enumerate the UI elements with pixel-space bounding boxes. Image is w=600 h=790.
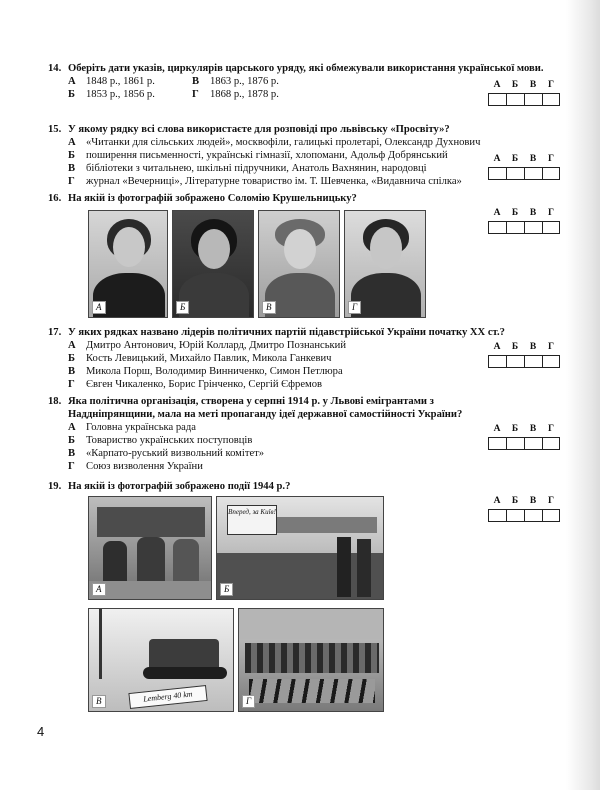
option-b[interactable]: Б Товариство українських поступовців <box>68 435 253 446</box>
question-number: 17. <box>48 327 62 338</box>
question-number: 18. <box>48 396 62 407</box>
answer-box-b[interactable] <box>506 355 524 368</box>
question-14 <box>48 62 560 101</box>
option-g[interactable]: Г 1868 р., 1878 р. <box>192 89 279 100</box>
portrait-photo-g[interactable] <box>344 210 426 318</box>
historic-photo-b[interactable] <box>216 496 384 600</box>
photo-label: Б <box>220 583 233 596</box>
answer-box-b[interactable] <box>506 509 524 522</box>
photo-label: Б <box>176 301 189 314</box>
answer-grid-18: А Б В Г <box>488 424 560 450</box>
portrait-photo-b[interactable] <box>172 210 254 318</box>
option-b[interactable]: Б 1853 р., 1856 р. <box>68 89 155 100</box>
option-g[interactable]: Г журнал «Вечерниці», Літературне товариство ім. Т. Шевченка, «Видавнича спілка» <box>68 176 462 187</box>
answer-box-a[interactable] <box>488 221 506 234</box>
answer-box-a[interactable] <box>488 437 506 450</box>
answer-box-g[interactable] <box>542 93 560 106</box>
answer-grid-15: А Б В Г <box>488 154 560 180</box>
photo-label: В <box>262 301 276 314</box>
option-v[interactable]: В бібліотеки з читальнею, шкільні підручники, Анатоль Вахнянин, народовці <box>68 163 427 174</box>
answer-box-g[interactable] <box>542 355 560 368</box>
option-a[interactable]: А Дмитро Антонович, Юрій Коллард, Дмитро Познанський <box>68 340 347 351</box>
answer-box-g[interactable] <box>542 437 560 450</box>
answer-box-v[interactable] <box>524 355 542 368</box>
portrait-photo-a[interactable] <box>88 210 168 318</box>
photo-label: Г <box>348 301 361 314</box>
page-edge-shadow <box>566 0 600 790</box>
question-16 <box>48 192 560 205</box>
page-number: 4 <box>37 724 45 739</box>
answer-box-b[interactable] <box>506 167 524 180</box>
portrait-photo-v[interactable] <box>258 210 340 318</box>
road-sign: Lemberg 40 km <box>128 685 207 709</box>
options-grid <box>68 75 560 101</box>
answer-box-a[interactable] <box>488 509 506 522</box>
answer-box-a[interactable] <box>488 167 506 180</box>
answer-box-v[interactable] <box>524 93 542 106</box>
answer-grid-19: А Б В Г <box>488 496 560 522</box>
photo-label: Г <box>242 695 255 708</box>
historic-photo-g[interactable] <box>238 608 384 712</box>
historic-photo-v[interactable] <box>88 608 234 712</box>
answer-box-b[interactable] <box>506 93 524 106</box>
option-a[interactable]: А 1848 р., 1861 р. <box>68 76 155 87</box>
answer-box-g[interactable] <box>542 167 560 180</box>
answer-box-v[interactable] <box>524 221 542 234</box>
historic-photo-a[interactable] <box>88 496 212 600</box>
answer-box-b[interactable] <box>506 221 524 234</box>
option-b[interactable]: Б Кость Левицький, Михайло Павлик, Микола Ганкевич <box>68 353 332 364</box>
question-text: У яких рядках названо лідерів політичних партій підавстрійської України початку ХХ ст.? <box>68 327 505 338</box>
answer-box-v[interactable] <box>524 167 542 180</box>
question-text: Яка політична організація, створена у серпні 1914 р. у Львові емігрантами з Наддніпрянщини, мала на меті пропаганду ідеї державної самостійності України? <box>68 396 463 420</box>
option-v[interactable]: В Микола Порш, Володимир Винниченко, Симон Петлюра <box>68 366 343 377</box>
question-number: 16. <box>48 193 62 204</box>
answer-box-v[interactable] <box>524 437 542 450</box>
answer-grid-14: А Б В Г <box>488 80 560 106</box>
option-v[interactable]: В 1863 р., 1876 р. <box>192 76 279 87</box>
photo-label: В <box>92 695 106 708</box>
option-g[interactable]: Г Євген Чикаленко, Борис Грінченко, Сергій Єфремов <box>68 379 323 390</box>
answer-box-v[interactable] <box>524 509 542 522</box>
option-v[interactable]: В «Карпато-руський визвольний комітет» <box>68 448 265 459</box>
answer-grid-17: А Б В Г <box>488 342 560 368</box>
option-a[interactable]: А Головна українська рада <box>68 422 196 433</box>
photo-label: А <box>92 301 106 314</box>
question-number: 14. <box>48 63 62 74</box>
question-17 <box>48 326 560 391</box>
answer-box-a[interactable] <box>488 93 506 106</box>
question-text: На якій із фотографій зображено події 1944 р.? <box>68 481 291 492</box>
banner-sign: Вперед, за Київ! <box>227 505 277 535</box>
question-number: 15. <box>48 124 62 135</box>
question-text: У якому рядку всі слова використаєте для розповіді про львівську «Просвіту»? <box>68 124 450 135</box>
question-18 <box>48 395 560 473</box>
answer-box-g[interactable] <box>542 221 560 234</box>
question-19 <box>48 480 560 493</box>
question-number: 19. <box>48 481 62 492</box>
answer-box-b[interactable] <box>506 437 524 450</box>
answer-box-a[interactable] <box>488 355 506 368</box>
photo-label: А <box>92 583 106 596</box>
option-g[interactable]: Г Союз визволення України <box>68 461 203 472</box>
option-a[interactable]: А «Читанки для сільських людей», москвофіли, галицькі пролетарі, Олександр Духнович <box>68 137 481 148</box>
answer-grid-16: А Б В Г <box>488 208 560 234</box>
question-text: На якій із фотографій зображено Соломію Крушельницьку? <box>68 193 357 204</box>
question-text: Оберіть дати указів, циркулярів царського уряду, які обмежували використання української мови. <box>68 63 544 74</box>
option-b[interactable]: Б поширення письменності, українські гімназії, хлопомани, Адольф Добрянський <box>68 150 448 161</box>
answer-box-g[interactable] <box>542 509 560 522</box>
question-15 <box>48 123 560 188</box>
